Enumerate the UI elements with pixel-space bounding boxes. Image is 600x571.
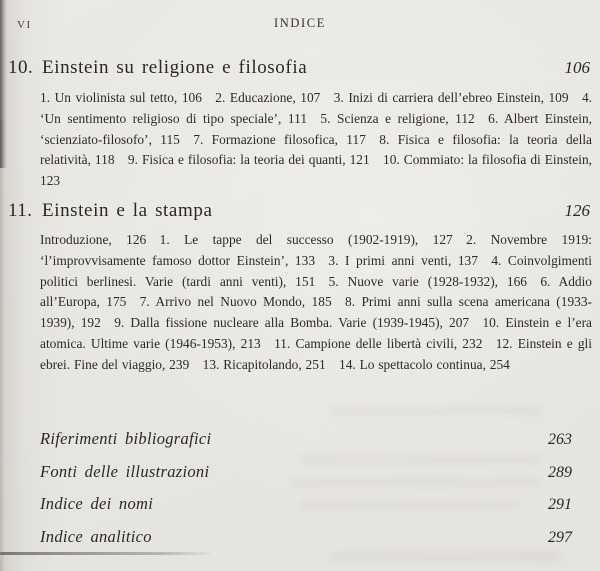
toc-backmatter-row — [40, 494, 572, 514]
toc-backmatter-row — [40, 527, 572, 547]
scan-edge-shadow-left — [0, 120, 5, 571]
chapter-page-number: 126 — [564, 201, 590, 220]
chapter-number: 10. — [8, 57, 34, 78]
toc-chapter-heading — [8, 57, 590, 79]
toc-chapter-subentries: 1. Un violinista sul tetto, 106 2. Educazione, 107 3. Inizi di carriera dell’ebreo Einstein, 109 4. ‘Un sentimento religioso di tipo speciale’, 111 5. Scienza e religione, 112 6. Albert Einstein, ‘scienziato-filosofo’, 115 7. Formazione filosofica, 117 8. Fisica e filosofia: la teoria della relatività, 118 9. Fisica e filosofia: la teoria dei quanti, 121 10. Commiato: la filosofia di Einstein, 123 — [40, 90, 592, 189]
backmatter-title: Riferimenti bibliografici — [40, 429, 212, 448]
chapter-page-number: 106 — [564, 58, 590, 77]
backmatter-page-number: 297 — [548, 529, 572, 546]
toc-backmatter-row — [40, 462, 572, 482]
backmatter-page-number: 289 — [548, 464, 572, 481]
backmatter-title: Indice analitico — [40, 527, 152, 546]
backmatter-page-number: 263 — [548, 431, 572, 448]
backmatter-page-number: 291 — [548, 496, 572, 513]
running-head-title: INDICE — [274, 16, 326, 30]
showthrough-artifact — [330, 406, 540, 415]
chapter-number: 11. — [8, 200, 33, 221]
toc-chapter-subentries: Introduzione, 126 1. Le tappe del successo (1902-1919), 127 2. Novembre 1919: ‘l’improvvisamente famoso dottor Einstein’, 133 3. I primi anni venti, 137 4. Coinvolgimenti politici berlinesi. Varie (tardi anni venti), 151 5. Nuove varie (1928-1932), 166 6. Addio all’Europa, 175 7. Arrivo nel Nuovo Mondo, 185 8. Primi anni sulla scena americana (1933-1939), 192 9. Dalla fissione nucleare alla Bomba. Varie (1939-1945), 207 10. Einstein e l’era atomica. Ultime varie (1946-1953), 213 11. Campione delle libertà civili, 232 12. Einstein e gli ebrei. Fine del viaggio, 239 13. Ricapitolando, 251 14. Lo spettacolo continua, 254 — [40, 232, 592, 372]
toc-backmatter-row — [40, 429, 572, 449]
showthrough-artifact — [330, 552, 560, 562]
page-folio: VI — [17, 19, 32, 31]
toc-chapter-heading — [8, 200, 590, 222]
chapter-title: Einstein e la stampa — [42, 200, 213, 221]
backmatter-title: Indice dei nomi — [40, 494, 154, 513]
backmatter-title: Fonti delle illustrazioni — [40, 462, 210, 481]
chapter-title: Einstein su religione e filosofia — [42, 57, 308, 78]
scan-edge-line-bottom — [0, 552, 214, 555]
